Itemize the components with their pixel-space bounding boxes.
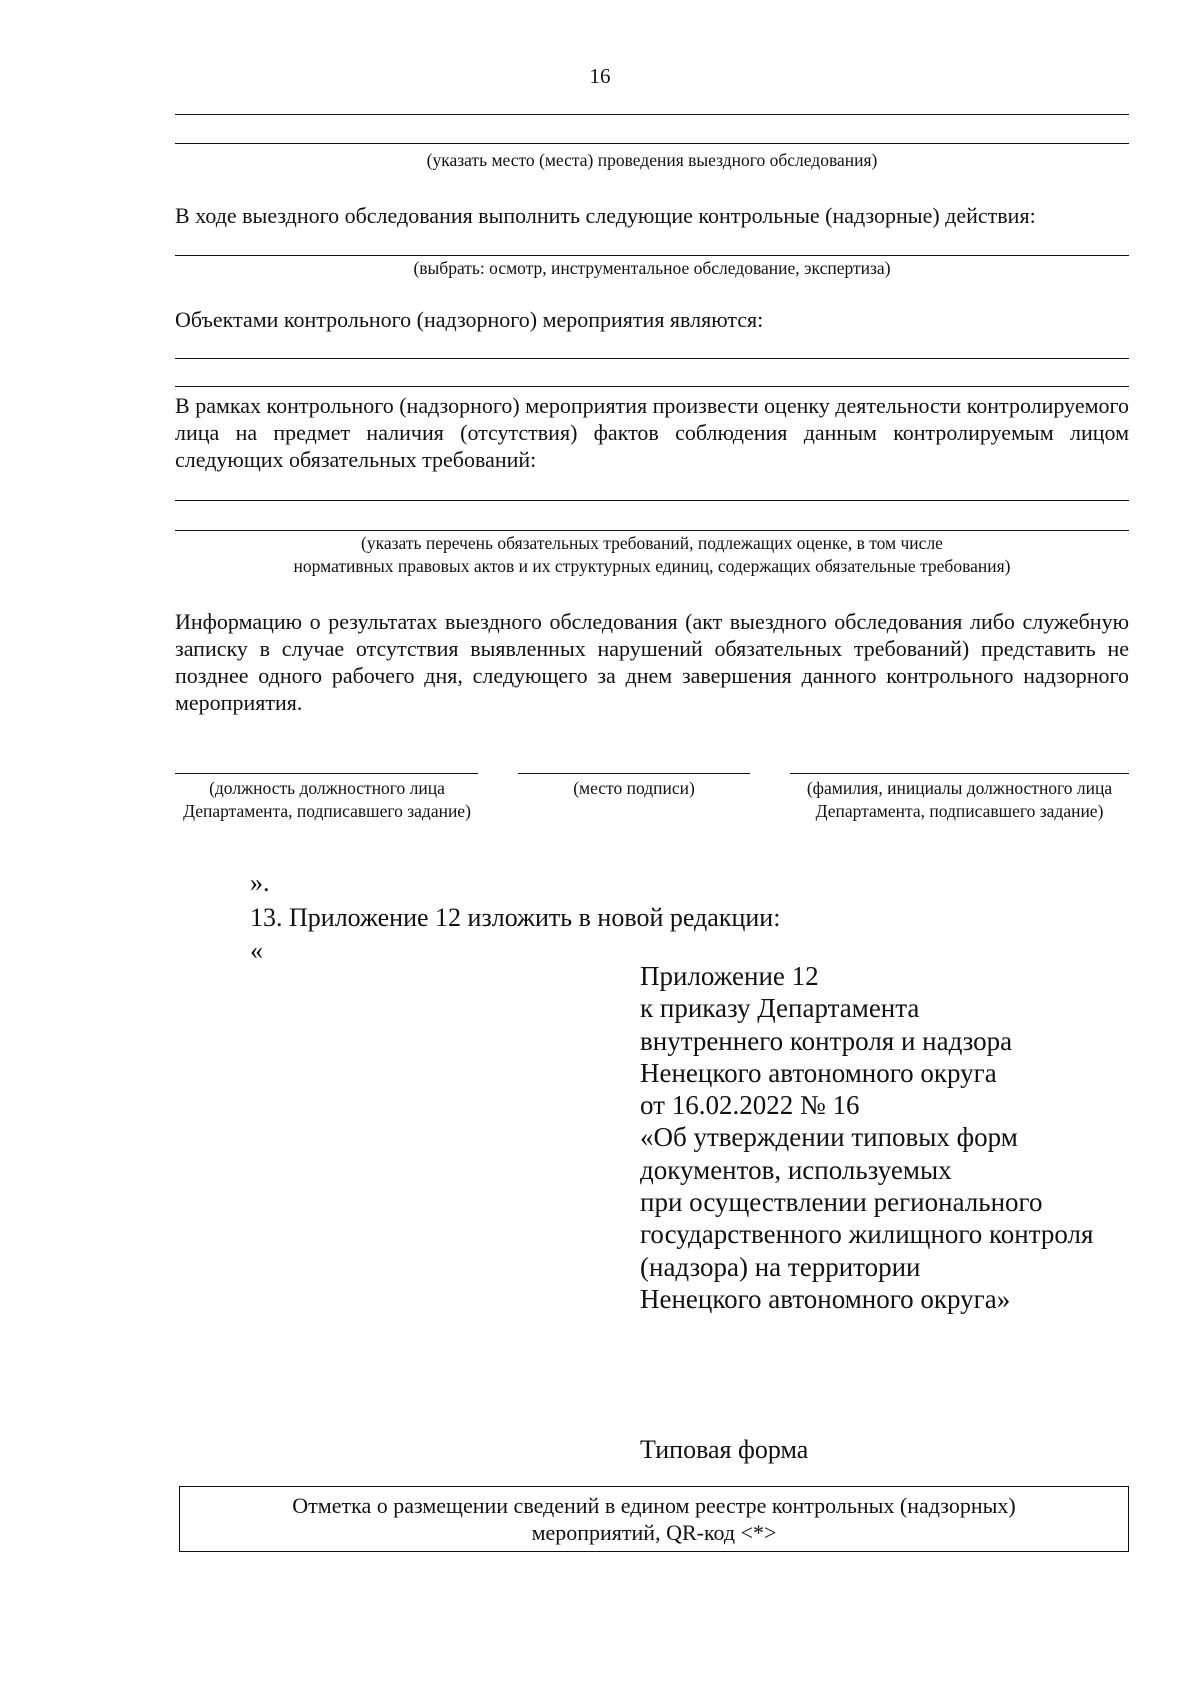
signature-name-caption: (фамилия, инициалы должностного лица Департамента, подписавшего задание)	[806, 778, 1113, 821]
appendix-line: при осуществлении регионального	[640, 1187, 1043, 1218]
assessment-paragraph: В рамках контрольного (надзорного) мероприятия произвести оценку деятельности контролируемого лица на предмет наличия (отсутствия) фактов соблюдения данным контролируемым лицом следующих обязательных требований:	[175, 393, 1129, 472]
fill-line-objects-1	[175, 358, 1129, 359]
opening-quote: «	[250, 936, 263, 965]
appendix-line: Ненецкого автономного округа	[640, 1057, 997, 1088]
place-caption: (указать место (места) проведения выездного обследования)	[426, 150, 878, 170]
signature-position-caption: (должность должностного лица Департамента, подписавшего задание)	[183, 778, 471, 821]
fill-line-place-1	[175, 114, 1129, 115]
objects-sentence: Объектами контрольного (надзорного) мероприятия являются:	[175, 307, 764, 332]
actions-caption: (выбрать: осмотр, инструментальное обследование, экспертиза)	[413, 258, 891, 278]
appendix-header	[640, 960, 1093, 1315]
page-number: 16	[589, 64, 611, 88]
closing-quote: ».	[250, 868, 270, 897]
actions-sentence: В ходе выездного обследования выполнить следующие контрольные (надзорные) действия:	[175, 203, 1036, 228]
registry-mark-line2: мероприятий, QR-код <*>	[531, 1520, 777, 1545]
results-paragraph: Информацию о результатах выездного обследования (акт выездного обследования либо служебную записку в случае отсутствия выявленных нарушений обязательных требований) представить не позднее одного рабочего дня, следующего за днем завершения данного контрольного надзорного мероприятия.	[175, 609, 1129, 715]
signature-line-name	[790, 773, 1129, 774]
item-13: 13. Приложение 12 изложить в новой редакции:	[250, 903, 781, 932]
appendix-line: к приказу Департамента	[640, 993, 920, 1024]
appendix-line: Ненецкого автономного округа»	[640, 1283, 1011, 1314]
signature-line-place	[518, 773, 750, 774]
fill-line-actions	[175, 255, 1129, 256]
signature-line-position	[175, 773, 478, 774]
signature-place-caption: (место подписи)	[573, 778, 695, 798]
fill-line-requirements-1	[175, 500, 1129, 501]
registry-mark-box	[179, 1486, 1129, 1552]
requirements-caption-line1: (указать перечень обязательных требований, подлежащих оценке, в том числе	[361, 533, 943, 553]
form-type-label: Типовая форма	[640, 1435, 809, 1464]
requirements-caption-line2: нормативных правовых актов и их структурных единиц, содержащих обязательные требования)	[293, 556, 1011, 576]
fill-line-objects-2	[175, 386, 1129, 387]
appendix-line: (надзора) на территории	[640, 1251, 921, 1282]
registry-mark-line1: Отметка о размещении сведений в едином реестре контрольных (надзорных)	[292, 1493, 1016, 1518]
appendix-line: Приложение 12	[640, 961, 819, 991]
fill-line-requirements-2	[175, 530, 1129, 531]
appendix-line: документов, используемых	[640, 1154, 952, 1185]
appendix-line: внутреннего контроля и надзора	[640, 1025, 1013, 1056]
appendix-line: государственного жилищного контроля	[640, 1219, 1094, 1250]
fill-line-place-2	[175, 143, 1129, 144]
appendix-line: от 16.02.2022 № 16	[640, 1090, 860, 1121]
appendix-line: «Об утверждении типовых форм	[640, 1122, 1018, 1153]
